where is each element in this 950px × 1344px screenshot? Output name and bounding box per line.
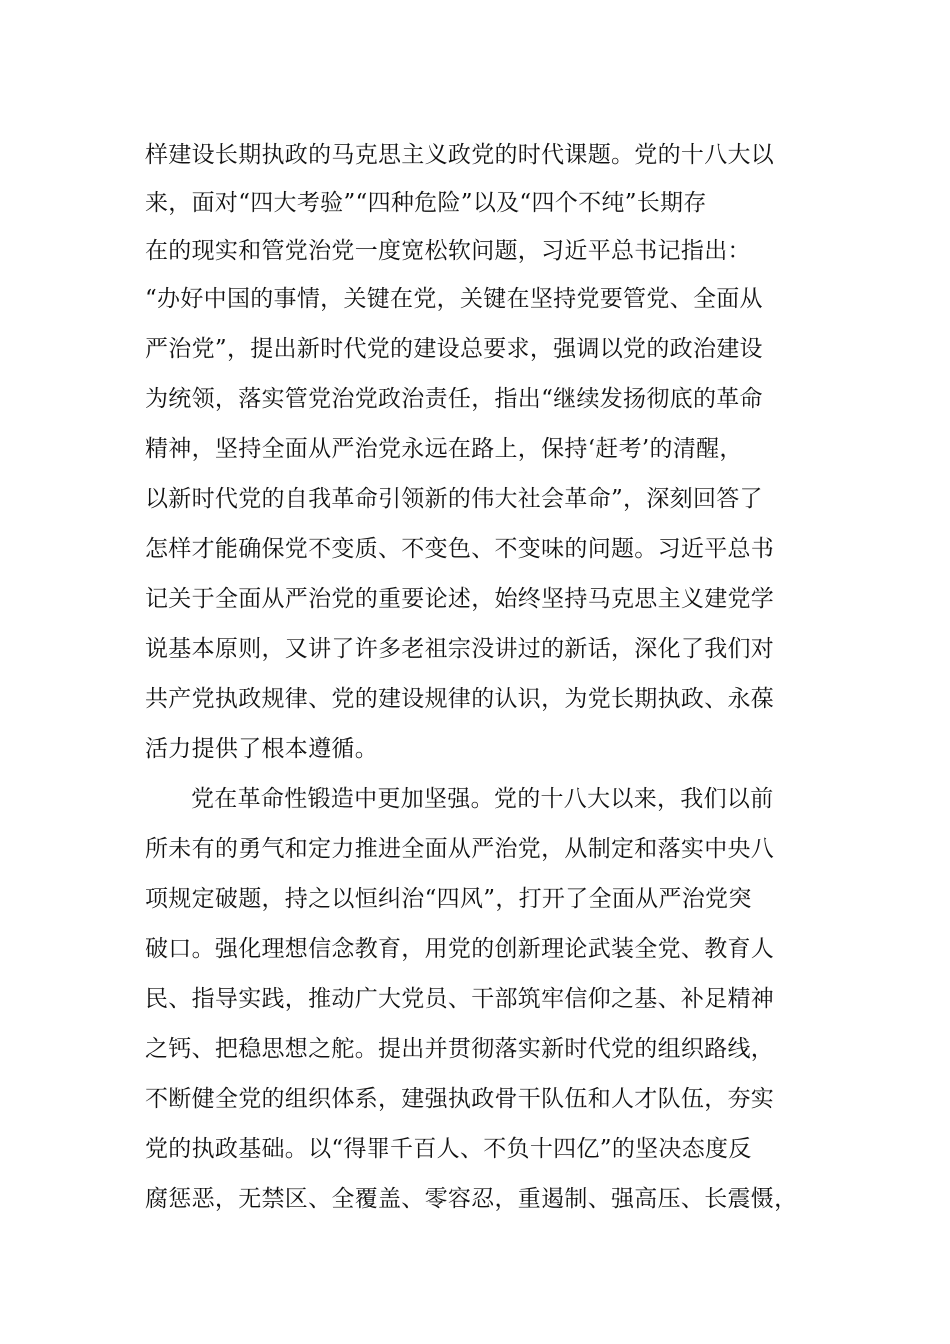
paragraph-1-line-8: 以新时代党的自我革命引领新的伟大社会革命”，深刻回答了	[145, 486, 763, 512]
paragraph-1-line-7: 精神，坚持全面从严治党永远在路上，保持‘赶考’的清醒，	[145, 436, 743, 462]
paragraph-1-line-11: 说基本原则，又讲了许多老祖宗没讲过的新话，深化了我们对	[145, 636, 775, 662]
paragraph-2-line-3: 项规定破题，持之以恒纠治“四风”，打开了全面从严治党突	[145, 886, 752, 912]
paragraph-1-line-13: 活力提供了根本遵循。	[145, 736, 378, 762]
paragraph-1-line-12: 共产党执政规律、党的建设规律的认识，为党长期执政、永葆	[145, 686, 775, 712]
paragraph-2-line-9: 腐惩恶，无禁区、全覆盖、零容忍，重遏制、强高压、长震慑，	[145, 1186, 798, 1212]
paragraph-1-line-10: 记关于全面从严治党的重要论述，始终坚持马克思主义建党学	[145, 586, 775, 612]
paragraph-1-line-4: “办好中国的事情，关键在党，关键在坚持党要管党、全面从	[145, 286, 763, 312]
paragraph-1-line-1: 样建设长期执政的马克思主义政党的时代课题。党的十八大以	[145, 142, 775, 168]
paragraph-2-line-6: 之钙、把稳思想之舵。提出并贯彻落实新时代党的组织路线，	[145, 1036, 775, 1062]
paragraph-2-line-2: 所未有的勇气和定力推进全面从严治党，从制定和落实中央八	[145, 836, 775, 862]
paragraph-2-line-5: 民、指导实践，推动广大党员、干部筑牢信仰之基、补足精神	[145, 986, 775, 1012]
paragraph-1-line-9: 怎样才能确保党不变质、不变色、不变味的问题。习近平总书	[145, 536, 775, 562]
paragraph-2-line-8: 党的执政基础。以“得罪千百人、不负十四亿”的坚决态度反	[145, 1136, 752, 1162]
paragraph-1-line-6: 为统领，落实管党治党政治责任，指出“继续发扬彻底的革命	[145, 386, 763, 412]
paragraph-1-line-2: 来，面对“四大考验”“四种危险”以及“四个不纯”长期存	[145, 190, 707, 216]
paragraph-2-line-1: 党在革命性锻造中更加坚强。党的十八大以来，我们以前	[191, 786, 774, 812]
paragraph-2-line-4: 破口。强化理想信念教育，用党的创新理论武装全党、教育人	[145, 936, 775, 962]
paragraph-1-line-3: 在的现实和管党治党一度宽松软问题，习近平总书记指出：	[145, 238, 751, 264]
paragraph-1-line-5: 严治党”，提出新时代党的建设总要求，强调以党的政治建设	[145, 336, 763, 362]
paragraph-2-line-7: 不断健全党的组织体系，建强执政骨干队伍和人才队伍，夯实	[145, 1086, 775, 1112]
